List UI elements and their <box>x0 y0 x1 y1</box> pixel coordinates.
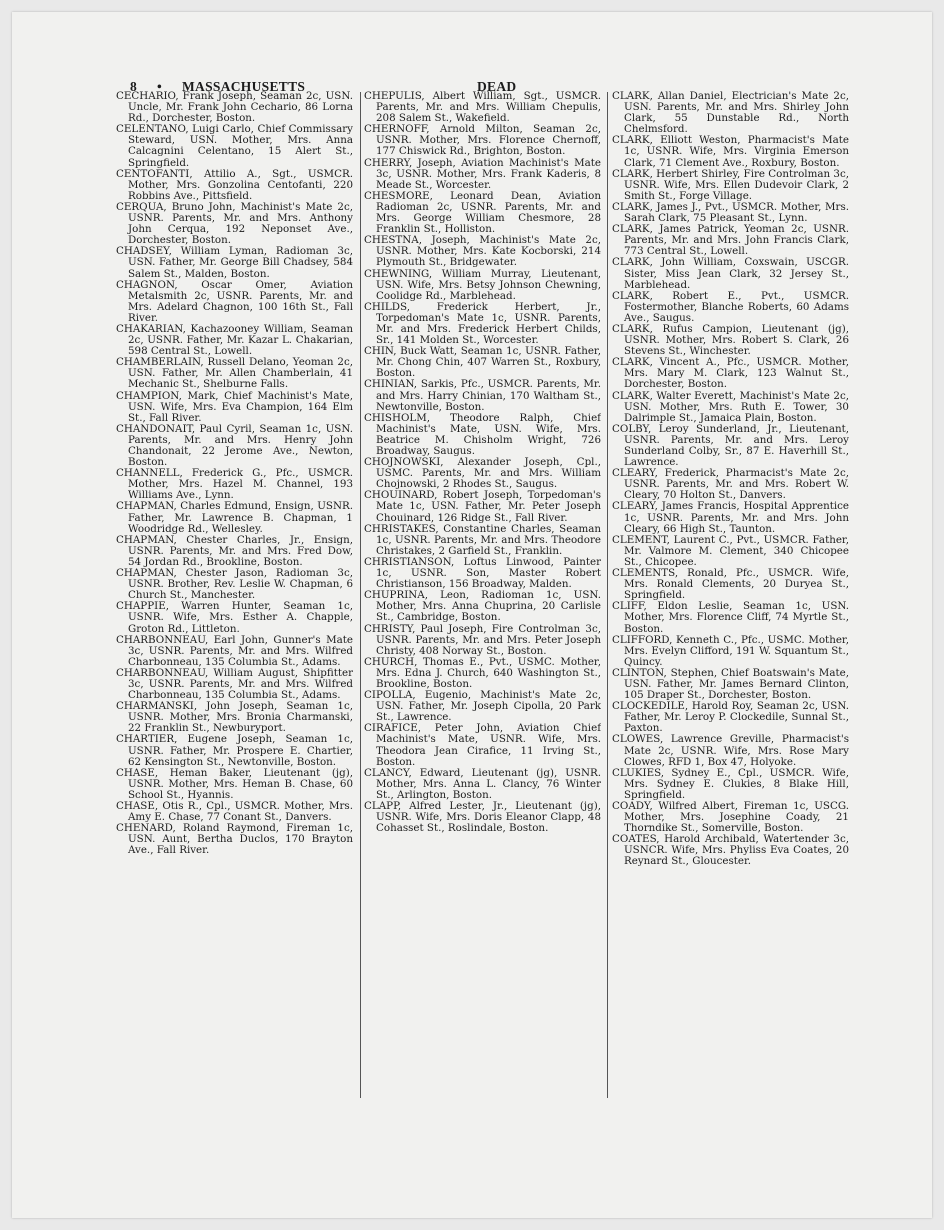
casualty-entry: CHANDONAIT, Paul Cyril, Seaman 1c, USN. Parents, Mr. and Mrs. Henry John Chandonait, 22 Jerome Ave., Newton, Boston. <box>116 422 353 469</box>
casualty-entry: CHIN, Buck Watt, Seaman 1c, USNR. Father, Mr. Chong Chin, 407 Warren St., Roxbury, Boston. <box>364 345 601 380</box>
casualty-entry: CLOCKEDILE, Harold Roy, Seaman 2c, USN. Father, Mr. Leroy P. Clockedile, Sunnal St., Paxton. <box>612 700 849 735</box>
casualty-entry: CLARK, Elliott Weston, Pharmacist's Mate 1c, USNR. Wife, Mrs. Virginia Emerson Clark, 71 Clement Ave., Roxbury, Boston. <box>612 134 849 169</box>
casualty-entry: CHEPULIS, Albert William, Sgt., USMCR. Parents, Mr. and Mrs. William Chepulis, 208 Salem St., Wakefield. <box>364 91 601 125</box>
column-3 <box>612 91 849 1101</box>
casualty-entry: CHILDS, Frederick Herbert, Jr., Torpedoman's Mate 1c, USNR. Parents, Mr. and Mrs. Frederick Herbert Childs, Sr., 141 Molden St., Worcester. <box>364 300 601 347</box>
casualty-entry: CLAPP, Alfred Lester, Jr., Lieutenant (jg), USNR. Wife, Mrs. Doris Eleanor Clapp, 48 Cohasset St., Roslindale, Boston. <box>364 800 601 835</box>
casualty-entry: CHRISTIANSON, Loftus Linwood, Painter 1c, USNR. Son, Master Robert Christianson, 156 Broadway, Malden. <box>364 555 601 591</box>
casualty-entry: CLEARY, Frederick, Pharmacist's Mate 2c, USNR. Parents, Mr. and Mrs. Robert W. Cleary, 70 Holton St., Danvers. <box>612 467 849 502</box>
casualty-entry: CHAGNON, Oscar Omer, Aviation Metalsmith 2c, USNR. Parents, Mr. and Mrs. Adelard Chagnon, 100 16th St., Fall River. <box>116 278 353 324</box>
casualty-entry: CERQUA, Bruno John, Machinist's Mate 2c, USNR. Parents, Mr. and Mrs. Anthony John Cerqua, 192 Neponset Ave., Dorchester, Boston. <box>116 200 353 247</box>
casualty-entry: CHURCH, Thomas E., Pvt., USMC. Mother, Mrs. Edna J. Church, 640 Washington St., Brookline, Boston. <box>364 655 601 690</box>
casualty-entry: CLARK, Walter Everett, Machinist's Mate 2c, USN. Mother, Mrs. Ruth E. Tower, 30 Dalrimple St., Jamaica Plain, Boston. <box>612 389 849 424</box>
casualty-entry: CHASE, Heman Baker, Lieutenant (jg), USNR. Mother, Mrs. Heman B. Chase, 60 School St., Hyannis. <box>116 766 353 801</box>
casualty-entry: CHERRY, Joseph, Aviation Machinist's Mate 3c, USNR. Mother, Mrs. Frank Kaderis, 8 Meade St., Worcester. <box>364 156 601 191</box>
casualty-entry: CLARK, Vincent A., Pfc., USMCR. Mother, Mrs. Mary M. Clark, 123 Walnut St., Dorchester, Boston. <box>612 356 849 391</box>
casualty-entry: CLIFF, Eldon Leslie, Seaman 1c, USN. Mother, Mrs. Florence Cliff, 74 Myrtle St., Boston. <box>612 600 849 635</box>
casualty-entry: CELENTANO, Luigi Carlo, Chief Commissary Steward, USN. Mother, Mrs. Anna Calcagnini Celentano, 15 Alert St., Springfield. <box>116 123 353 169</box>
casualty-entry: CHAPMAN, Chester Charles, Jr., Ensign, USNR. Parents, Mr. and Mrs. Fred Dow, 54 Jordan Rd., Brookline, Boston. <box>116 533 353 568</box>
column-2 <box>364 91 601 1101</box>
casualty-entry: CHESMORE, Leonard Dean, Aviation Radioman 2c, USNR. Parents, Mr. and Mrs. George William Chesmore, 28 Franklin St., Holliston. <box>364 189 601 236</box>
casualty-entry: CLARK, Herbert Shirley, Fire Controlman 3c, USNR. Wife, Mrs. Ellen Dudevoir Clark, 2 Smith St., Forge Village. <box>612 167 849 202</box>
casualty-entry: CHAPPIE, Warren Hunter, Seaman 1c, USNR. Wife, Mrs. Esther A. Chapple, Groton Rd., Littleton. <box>116 600 353 635</box>
casualty-entry: CLEARY, James Francis, Hospital Apprentice 1c, USNR. Parents, Mr. and Mrs. John Cleary, 66 High St., Taunton. <box>612 500 849 535</box>
casualty-entry: CLEMENT, Laurent C., Pvt., USMCR. Father, Mr. Valmore M. Clement, 340 Chicopee St., Chicopee. <box>612 533 849 568</box>
casualty-entry: CHESTNA, Joseph, Machinist's Mate 2c, USNR. Mother, Mrs. Kate Kocborski, 214 Plymouth St., Bridgewater. <box>364 234 601 269</box>
casualty-entry: CHASE, Otis R., Cpl., USMCR. Mother, Mrs. Amy E. Chase, 77 Conant St., Danvers. <box>116 800 353 824</box>
column-divider <box>360 92 361 1098</box>
casualty-entry: COADY, Wilfred Albert, Fireman 1c, USCG. Mother, Mrs. Josephine Coady, 21 Thorndike St., Somerville, Boston. <box>612 800 849 835</box>
header-bullet: • <box>157 79 163 94</box>
casualty-entry: CHARTIER, Eugene Joseph, Seaman 1c, USNR. Father, Mr. Prospere E. Chartier, 62 Kensington St., Newtonville, Boston. <box>116 733 353 768</box>
casualty-entry: CLARK, Allan Daniel, Electrician's Mate 2c, USN. Parents, Mr. and Mrs. Shirley John Clark, 55 Dunstable Rd., North Chelmsford. <box>612 91 849 136</box>
casualty-entry: CHARBONNEAU, William August, Shipfitter 3c, USNR. Parents, Mr. and Mrs. Wilfred Charbonneau, 135 Columbia St., Adams. <box>116 666 353 702</box>
casualty-entry: CLEMENTS, Ronald, Pfc., USMCR. Wife, Mrs. Ronald Clements, 20 Duryea St., Springfield. <box>612 567 849 602</box>
casualty-entry: CECHARIO, Frank Joseph, Seaman 2c, USN. Uncle, Mr. Frank John Cechario, 86 Lorna Rd., Dorchester, Boston. <box>116 91 353 125</box>
casualty-entry: CENTOFANTI, Attilio A., Sgt., USMCR. Mother, Mrs. Gonzolina Centofanti, 220 Robbins Ave., Pittsfield. <box>116 167 353 202</box>
column-divider <box>607 92 608 1098</box>
casualty-entry: COLBY, Leroy Sunderland, Jr., Lieutenant, USNR. Parents, Mr. and Mrs. Leroy Sunderland Colby, Sr., 87 E. Haverhill St., Lawrence. <box>612 422 849 469</box>
casualty-entry: CLARK, John William, Coxswain, USCGR. Sister, Miss Jean Clark, 32 Jersey St., Marblehead. <box>612 256 849 291</box>
casualty-entry: CHANNELL, Frederick G., Pfc., USMCR. Mother, Mrs. Hazel M. Channel, 193 Williams Ave., Lynn. <box>116 467 353 502</box>
column-1 <box>116 91 353 1101</box>
casualty-entry: CHARMANSKI, John Joseph, Seaman 1c, USNR. Mother, Mrs. Bronia Charmanski, 22 Franklin St., Newburyport. <box>116 700 353 735</box>
casualty-entry: CLIFFORD, Kenneth C., Pfc., USMC. Mother, Mrs. Evelyn Clifford, 191 W. Squantum St., Quincy. <box>612 633 849 668</box>
section-title: DEAD <box>477 79 517 94</box>
casualty-entry: CIRAFICE, Peter John, Aviation Chief Machinist's Mate, USNR. Wife, Mrs. Theodora Jean Cirafice, 11 Irving St., Boston. <box>364 722 601 768</box>
casualty-entry: CHAPMAN, Chester Jason, Radioman 3c, USNR. Brother, Rev. Leslie W. Chapman, 6 Church St., Manchester. <box>116 567 353 602</box>
casualty-entry: CLANCY, Edward, Lieutenant (jg), USNR. Mother, Mrs. Anna L. Clancy, 76 Winter St., Arlington, Boston. <box>364 766 601 801</box>
casualty-entry: CHARBONNEAU, Earl John, Gunner's Mate 3c, USNR. Parents, Mr. and Mrs. Wilfred Charbonneau, 135 Columbia St., Adams. <box>116 633 353 668</box>
casualty-entry: CHAMPION, Mark, Chief Machinist's Mate, USN. Wife, Mrs. Eva Champion, 164 Elm St., Fall River. <box>116 389 353 424</box>
casualty-entry: CHINIAN, Sarkis, Pfc., USMCR. Parents, Mr. and Mrs. Harry Chinian, 170 Waltham St., Newtonville, Boston. <box>364 378 601 413</box>
casualty-entry: CHUPRINA, Leon, Radioman 1c, USN. Mother, Mrs. Anna Chuprina, 20 Carlisle St., Cambridge, Boston. <box>364 589 601 624</box>
casualty-entry: CLARK, Rufus Campion, Lieutenant (jg), USNR. Mother, Mrs. Robert S. Clark, 26 Stevens St., Winchester. <box>612 322 849 358</box>
casualty-entry: CLOWES, Lawrence Greville, Pharmacist's Mate 2c, USNR. Wife, Mrs. Rose Mary Clowes, RFD 1, Box 47, Holyoke. <box>612 733 849 768</box>
casualty-entry: CLARK, James Patrick, Yeoman 2c, USNR. Parents, Mr. and Mrs. John Francis Clark, 773 Central St., Lowell. <box>612 223 849 258</box>
casualty-entry: CHOJNOWSKI, Alexander Joseph, Cpl., USMC. Parents, Mr. and Mrs. William Chojnowski, 2 Rhodes St., Saugus. <box>364 456 601 491</box>
casualty-entry: CLINTON, Stephen, Chief Boatswain's Mate, USN. Father, Mr. James Bernard Clinton, 105 Draper St., Dorchester, Boston. <box>612 666 849 702</box>
casualty-entry: CLARK, Robert E., Pvt., USMCR. Fostermother, Blanche Roberts, 60 Adams Ave., Saugus. <box>612 289 849 324</box>
casualty-entry: CIPOLLA, Eugenio, Machinist's Mate 2c, USN. Father, Mr. Joseph Cipolla, 20 Park St., Lawrence. <box>364 689 601 724</box>
casualty-entry: CHERNOFF, Arnold Milton, Seaman 2c, USNR. Mother, Mrs. Florence Chernoff, 177 Chiswick Rd., Brighton, Boston. <box>364 123 601 158</box>
casualty-entry: CHRISTAKES, Constantine Charles, Seaman 1c, USNR. Parents, Mr. and Mrs. Theodore Christakes, 2 Garfield St., Franklin. <box>364 522 601 557</box>
casualty-entry: CHAPMAN, Charles Edmund, Ensign, USNR. Father, Mr. Lawrence B. Chapman, 1 Woodridge Rd., Wellesley. <box>116 500 353 535</box>
page-number: 8 <box>130 79 138 94</box>
casualty-entry: CHEWNING, William Murray, Lieutenant, USN. Wife, Mrs. Betsy Johnson Chewning, Coolidge Rd., Marblehead. <box>364 267 601 302</box>
state-title: MASSACHUSETTS <box>182 79 306 94</box>
casualty-entry: CHISHOLM, Theodore Ralph, Chief Machinist's Mate, USN. Wife, Mrs. Beatrice M. Chisholm Wright, 726 Broadway, Saugus. <box>364 411 601 457</box>
casualty-entry: CHAKARIAN, Kachazooney William, Seaman 2c, USNR. Father, Mr. Kazar L. Chakarian, 598 Central St., Lowell. <box>116 322 353 358</box>
casualty-entry: COATES, Harold Archibald, Watertender 3c, USNCR. Wife, Mrs. Phyliss Eva Coates, 20 Reynard St., Gloucester. <box>612 833 849 868</box>
casualty-entry: CHAMBERLAIN, Russell Delano, Yeoman 2c, USN. Father, Mr. Allen Chamberlain, 41 Mechanic St., Shelburne Falls. <box>116 356 353 391</box>
casualty-entry: CHOUINARD, Robert Joseph, Torpedoman's Mate 1c, USN. Father, Mr. Peter Joseph Chouinard, 126 Ridge St., Fall River. <box>364 489 601 524</box>
casualty-entry: CHENARD, Roland Raymond, Fireman 1c, USN. Aunt, Bertha Duclos, 170 Brayton Ave., Fall River. <box>116 822 353 857</box>
casualty-entry: CLUKIES, Sydney E., Cpl., USMCR. Wife, Mrs. Sydney E. Clukies, 8 Blake Hill, Springfield. <box>612 766 849 801</box>
casualty-entry: CLARK, James J., Pvt., USMCR. Mother, Mrs. Sarah Clark, 75 Pleasant St., Lynn. <box>612 200 849 225</box>
casualty-entry: CHRISTY, Paul Joseph, Fire Controlman 3c, USNR. Parents, Mr. and Mrs. Peter Joseph Christy, 408 Norway St., Boston. <box>364 622 601 657</box>
casualty-entry: CHADSEY, William Lyman, Radioman 3c, USN. Father, Mr. George Bill Chadsey, 584 Salem St., Malden, Boston. <box>116 245 353 280</box>
